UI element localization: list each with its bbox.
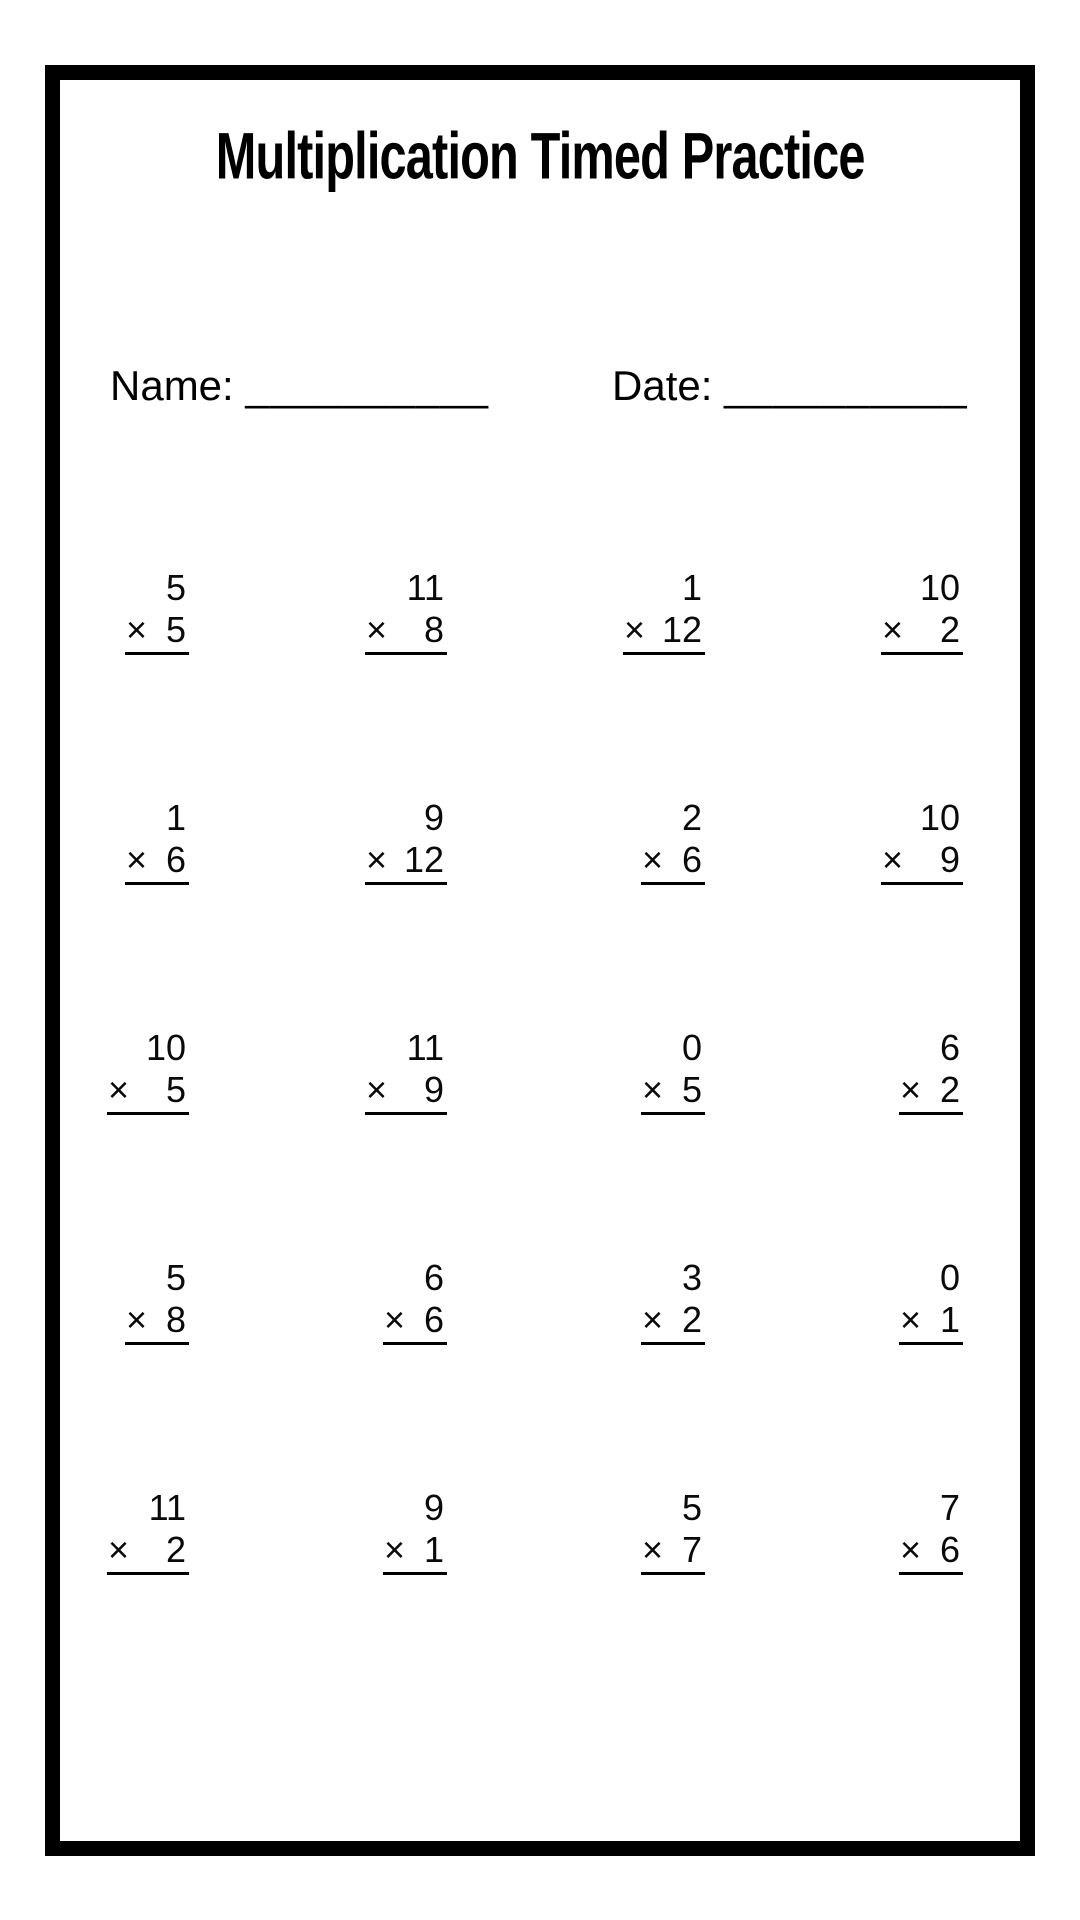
date-field [612, 362, 968, 410]
problem-cell [881, 567, 963, 655]
times-icon: × [642, 1299, 664, 1340]
multiplier: 7 [681, 1529, 702, 1570]
multiply-row [641, 839, 705, 885]
problem-cell [125, 797, 189, 885]
times-icon: × [126, 839, 148, 880]
times-icon: × [900, 1529, 922, 1570]
problem-cell [107, 1487, 189, 1575]
multiplier: 6 [423, 1299, 444, 1340]
top-number: 10 [919, 797, 960, 838]
times-icon: × [126, 1299, 148, 1340]
top-number: 9 [423, 797, 444, 838]
problem-cell [641, 1257, 705, 1345]
top-number: 10 [145, 1027, 186, 1068]
times-icon: × [366, 839, 388, 880]
top-number: 1 [681, 567, 702, 608]
times-icon: × [642, 1069, 664, 1110]
problem-cell [383, 1487, 447, 1575]
top-number: 1 [165, 797, 186, 838]
times-icon: × [384, 1529, 406, 1570]
date-blank-line: __________ [724, 362, 968, 409]
problems-grid [45, 567, 963, 1717]
times-icon: × [126, 609, 148, 650]
top-number: 7 [939, 1487, 960, 1528]
multiply-row [383, 1529, 447, 1575]
multiplier: 9 [423, 1069, 444, 1110]
problem-cell [365, 1027, 447, 1115]
multiply-row [365, 1069, 447, 1115]
problem-cell [641, 1487, 705, 1575]
multiply-row [899, 1069, 963, 1115]
times-icon: × [108, 1529, 130, 1570]
top-number: 10 [919, 567, 960, 608]
page-title: Multiplication Timed Practice [215, 119, 865, 194]
multiplier: 5 [681, 1069, 702, 1110]
date-label: Date: [612, 362, 713, 409]
times-icon: × [366, 609, 388, 650]
multiply-row [365, 839, 447, 885]
problem-cell [383, 1257, 447, 1345]
title-row [60, 118, 1020, 194]
multiplier: 12 [403, 839, 444, 880]
problem-cell [899, 1487, 963, 1575]
multiplier: 1 [423, 1529, 444, 1570]
multiply-row [125, 1299, 189, 1345]
times-icon: × [882, 609, 904, 650]
multiply-row [899, 1529, 963, 1575]
times-icon: × [882, 839, 904, 880]
multiplier: 6 [165, 839, 186, 880]
multiplier: 5 [165, 1069, 186, 1110]
problem-cell [881, 797, 963, 885]
worksheet-border [45, 65, 1035, 1856]
multiplier: 9 [939, 839, 960, 880]
problem-cell [125, 567, 189, 655]
top-number: 5 [681, 1487, 702, 1528]
top-number: 9 [423, 1487, 444, 1528]
multiplier: 6 [681, 839, 702, 880]
multiply-row [881, 609, 963, 655]
multiplier: 2 [165, 1529, 186, 1570]
top-number: 0 [681, 1027, 702, 1068]
multiplier: 8 [423, 609, 444, 650]
top-number: 3 [681, 1257, 702, 1298]
multiplier: 5 [165, 609, 186, 650]
times-icon: × [624, 609, 646, 650]
top-number: 5 [165, 1257, 186, 1298]
multiply-row [125, 839, 189, 885]
problem-cell [899, 1257, 963, 1345]
top-number: 6 [423, 1257, 444, 1298]
multiply-row [107, 1069, 189, 1115]
top-number: 2 [681, 797, 702, 838]
name-field [110, 362, 489, 410]
top-number: 6 [939, 1027, 960, 1068]
name-blank-line: __________ [245, 362, 489, 409]
multiply-row [125, 609, 189, 655]
multiplier: 1 [939, 1299, 960, 1340]
top-number: 5 [165, 567, 186, 608]
top-number: 11 [406, 1027, 444, 1068]
multiply-row [899, 1299, 963, 1345]
problem-cell [641, 797, 705, 885]
multiplier: 12 [661, 609, 702, 650]
multiply-row [107, 1529, 189, 1575]
multiply-row [641, 1529, 705, 1575]
top-number: 0 [939, 1257, 960, 1298]
times-icon: × [642, 1529, 664, 1570]
problem-cell [365, 797, 447, 885]
times-icon: × [900, 1299, 922, 1340]
multiply-row [383, 1299, 447, 1345]
problem-cell [641, 1027, 705, 1115]
problem-cell [623, 567, 705, 655]
multiply-row [641, 1069, 705, 1115]
multiply-row [881, 839, 963, 885]
times-icon: × [366, 1069, 388, 1110]
multiplier: 2 [939, 1069, 960, 1110]
multiply-row [623, 609, 705, 655]
top-number: 11 [406, 567, 444, 608]
problem-cell [125, 1257, 189, 1345]
multiplier: 6 [939, 1529, 960, 1570]
name-label: Name: [110, 362, 234, 409]
multiplier: 2 [681, 1299, 702, 1340]
times-icon: × [108, 1069, 130, 1110]
multiply-row [365, 609, 447, 655]
multiply-row [641, 1299, 705, 1345]
problem-cell [365, 567, 447, 655]
multiplier: 8 [165, 1299, 186, 1340]
multiplier: 2 [939, 609, 960, 650]
problem-cell [107, 1027, 189, 1115]
times-icon: × [900, 1069, 922, 1110]
top-number: 11 [148, 1487, 186, 1528]
times-icon: × [384, 1299, 406, 1340]
times-icon: × [642, 839, 664, 880]
problem-cell [899, 1027, 963, 1115]
